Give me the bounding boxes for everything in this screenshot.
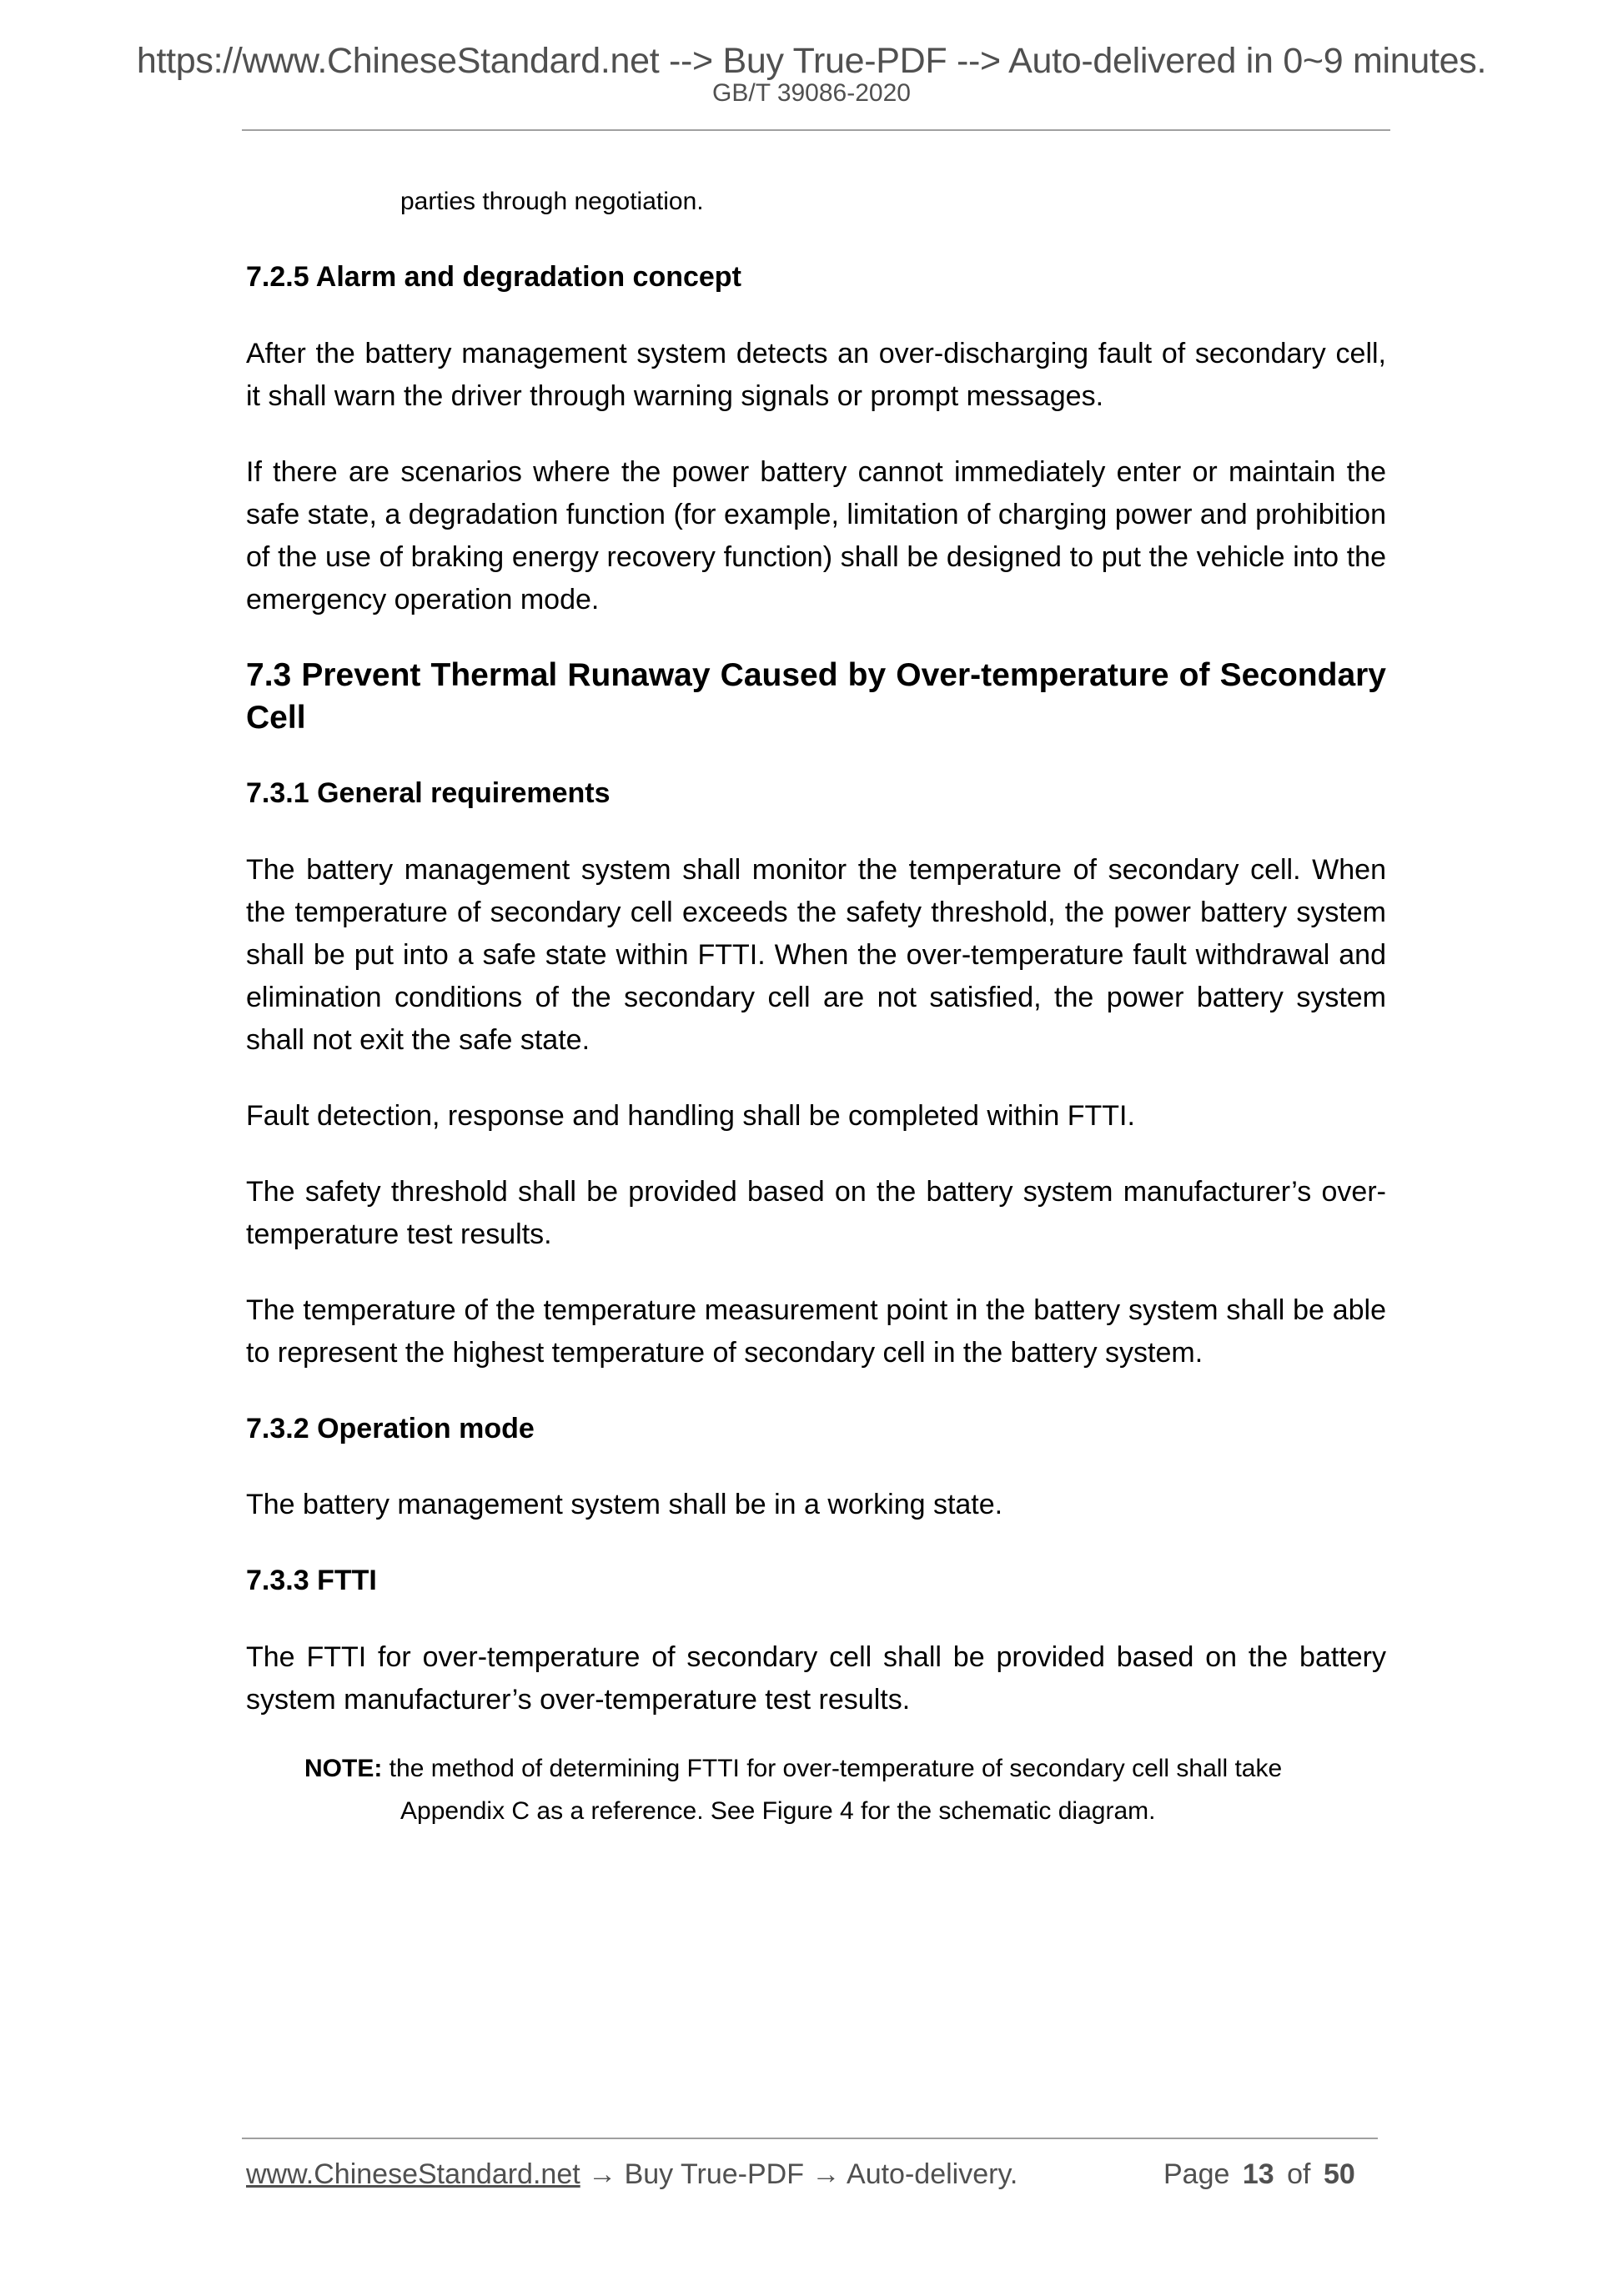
paragraph: If there are scenarios where the power battery cannot immediately enter or maintain the safe state, a degradation function (for example, limitation of charging power and prohibition of the use of braking energy recovery function) shall be designed to put the vehicle into the emergency operation mode. [246,456,1386,615]
paragraph: The temperature of the temperature measurement point in the battery system shall be able to represent the highest temperature of secondary cell in the battery system. [246,1294,1386,1369]
paragraph: The battery management system shall be in a working state. [246,1489,1003,1520]
note [304,1747,1386,1832]
note-text-line1: the method of determining FTTI for over-temperature of secondary cell shall take [389,1755,1283,1782]
page-label: Page [1163,2158,1230,2190]
arrow-icon: → [580,2158,625,2190]
page-indicator [1163,2160,1355,2188]
standard-code: GB/T 39086-2020 [712,79,911,107]
footer-promo [246,2160,1018,2188]
heading-7-3-2: 7.3.2 Operation mode [246,1413,535,1444]
continuation-text: parties through negotiation. [400,188,704,215]
paragraph: The safety threshold shall be provided based on the battery system manufacturer’s over-temperature test results. [246,1176,1386,1250]
heading-7-3: 7.3 Prevent Thermal Runaway Caused by Over-temperature of Secondary Cell [246,657,1386,736]
heading-7-3-3: 7.3.3 FTTI [246,1565,377,1596]
footer-buy-text: Buy True-PDF [624,2158,804,2190]
page-current: 13 [1242,2158,1274,2190]
footer-delivery-text: Auto-delivery. [847,2158,1018,2190]
heading-7-2-5: 7.2.5 Alarm and degradation concept [246,261,741,293]
footer-site-link[interactable]: www.ChineseStandard.net [246,2158,580,2190]
footer-divider [242,2138,1378,2139]
heading-7-3-1: 7.3.1 General requirements [246,777,611,809]
header-divider [242,129,1390,131]
page-total: 50 [1323,2158,1355,2190]
paragraph: The FTTI for over-temperature of secondary cell shall be provided based on the battery system manufacturer’s over-temperature test results. [246,1641,1386,1716]
paragraph: After the battery management system detects an over-discharging fault of secondary cell, it shall warn the driver through warning signals or prompt messages. [246,338,1386,412]
paragraph: Fault detection, response and handling shall be completed within FTTI. [246,1100,1135,1132]
note-label: NOTE: [304,1755,383,1782]
top-banner: https://www.ChineseStandard.net --> Buy True-PDF --> Auto-delivered in 0~9 minutes. [136,41,1487,81]
note-text-line2: Appendix C as a reference. See Figure 4 for the schematic diagram. [400,1797,1156,1825]
page-of: of [1287,2158,1311,2190]
arrow-icon: → [803,2158,847,2190]
paragraph: The battery management system shall monitor the temperature of secondary cell. When the temperature of secondary cell exceeds the safety threshold, the power battery system shall be put into a safe state within FTTI. When the over-temperature fault withdrawal and elimination conditions of the secondary cell are not satisfied, the power battery system shall not exit the safe state. [246,854,1386,1056]
